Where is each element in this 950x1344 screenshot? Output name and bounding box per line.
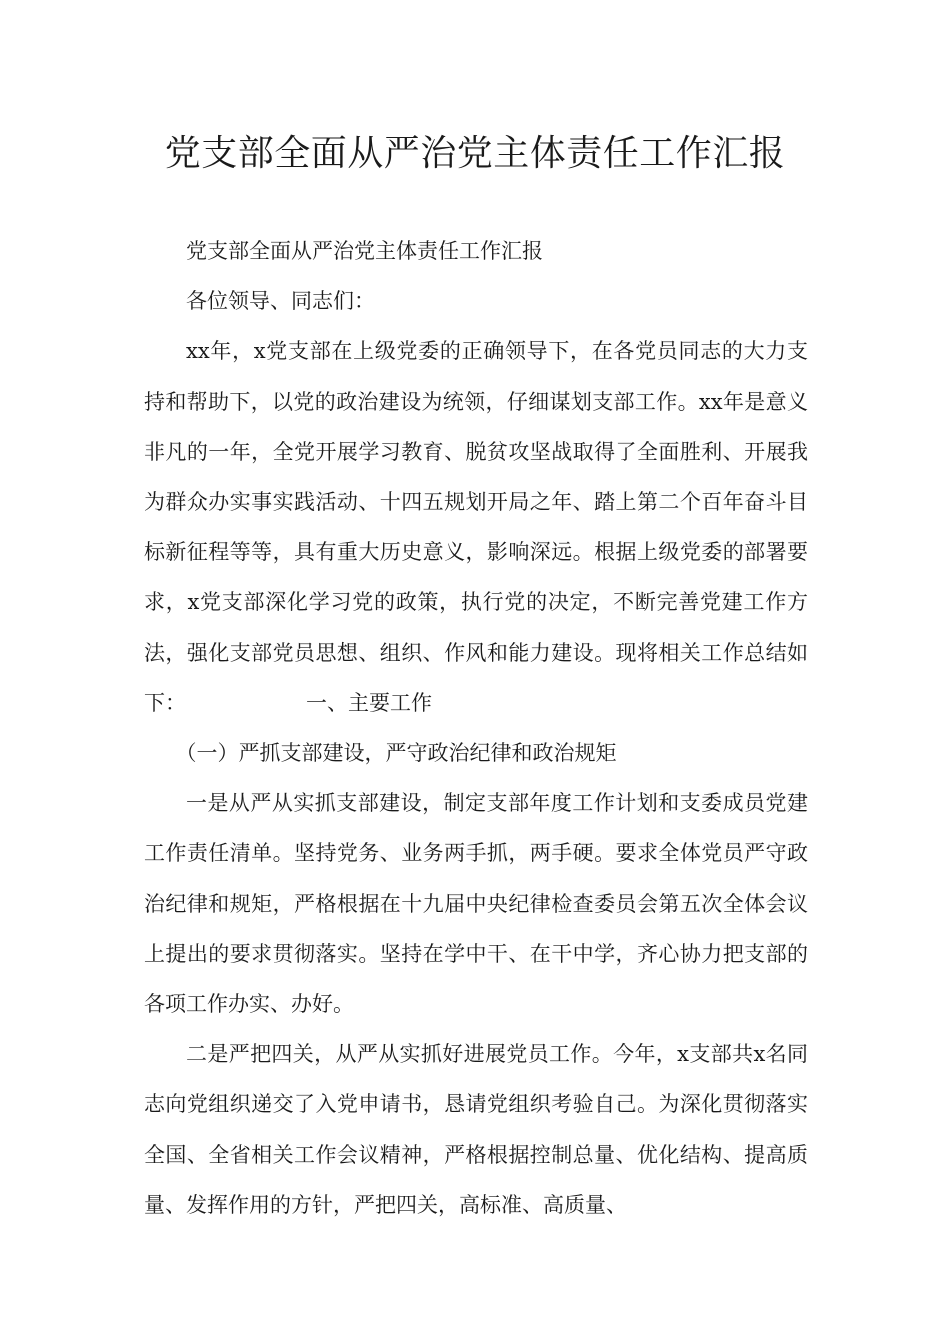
intro-text: xx年，x党支部在上级党委的正确领导下，在各党员同志的大力支持和帮助下，以党的政治建设为统领，仔细谋划支部工作。xx年是意义非凡的一年，全党开展学习教育、脱贫攻坚战取得了全面胜利、开展我为群众办实事实践活动、十四五规划开局之年、踏上第二个百年奋斗目标新征程等等，具有重大历史意义，影响深远。根据上级党委的部署要求，x党支部深化学习党的政策，执行党的决定，不断完善党建工作方法，强化支部党员思想、组织、作风和能力建设。现将相关工作总结如下： — [144, 339, 808, 715]
document-title: 党支部全面从严治党主体责任工作汇报 — [164, 133, 786, 174]
paragraph-1: 一是从严从实抓支部建设，制定支部年度工作计划和支委成员党建工作责任清单。坚持党务、业务两手抓，两手硬。要求全体党员严守政治纪律和规矩，严格根据在十九届中央纪律检查委员会第五次全体会议上提出的要求贯彻落实。坚持在学中干、在干中学，齐心协力把支部的各项工作办实、办好。 — [144, 791, 808, 1017]
greeting: 各位领导、同志们： — [186, 289, 375, 314]
section-heading: 一、主要工作 — [306, 690, 432, 715]
subsection-heading: （一）严抓支部建设，严守政治纪律和政治规矩 — [175, 741, 617, 766]
paragraph-2: 二是严把四关，从严从实抓好进展党员工作。今年，x支部共x名同志向党组织递交了入党申请书，恳请党组织考验自己。为深化贯彻落实全国、全省相关工作会议精神，严格根据控制总量、优化结构、提高质量、发挥作用的方针，严把四关，高标准、高质量、 — [144, 1042, 808, 1217]
document-subtitle: 党支部全面从严治党主体责任工作汇报 — [186, 239, 543, 263]
document-body — [144, 226, 808, 1230]
intro-paragraph — [144, 326, 808, 728]
